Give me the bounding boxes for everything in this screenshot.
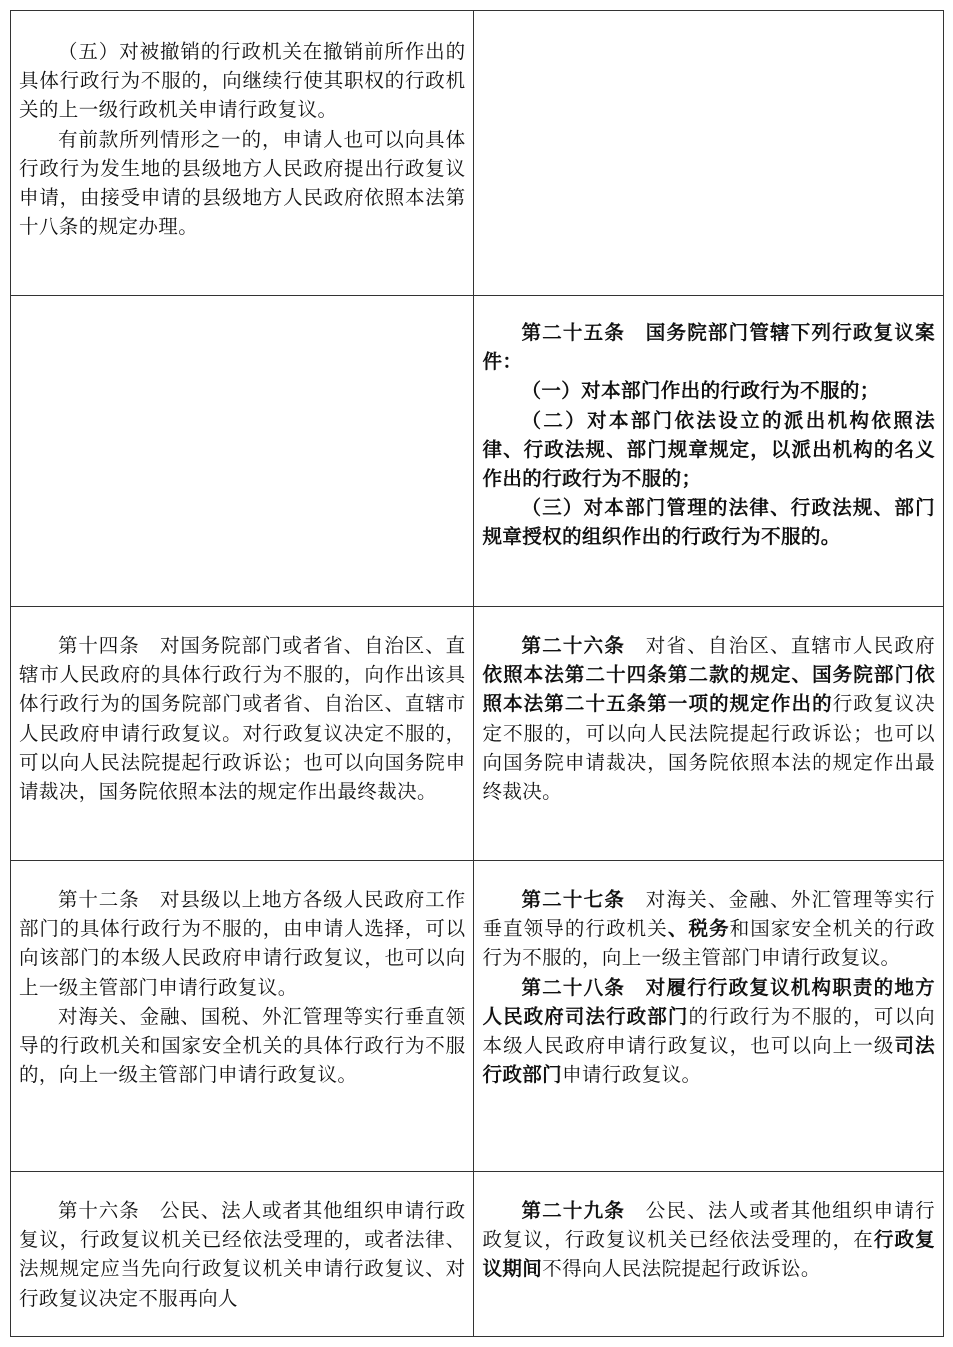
article-text: 不得向人民法院提起行政诉讼。 [542,1257,821,1281]
article-27-new [482,885,935,973]
article-text: 对海关、金融、外汇管理等实行垂直领导的行政机关 [482,888,935,941]
article-text: 对省、自治区、直辖市人民政府 [625,634,935,657]
article-26-new [482,631,935,806]
article-28-new [482,973,935,1090]
new-text-cell [474,11,944,296]
amended-text: 、税务 [667,917,730,941]
article-12-old: 第十二条 对县级以上地方各级人民政府工作部门的具体行政行为不服的，由申请人选择，可以向该部门的本级人民政府申请行政复议，也可以向上一级主管部门申请行政复议。 [19,888,466,999]
new-text-cell [474,1172,944,1337]
article-25-item-2: （二）对本部门依法设立的派出机构依照法律、行政法规、部门规章规定，以派出机构的名义作出的行政行为不服的； [482,408,935,491]
old-text-cell [11,1172,474,1337]
article-25-item-1: （一）对本部门作出的行政行为不服的； [521,379,880,403]
article-12-old-para-2: 对海关、金融、国税、外汇管理等实行垂直领导的行政机关和国家安全机关的具体行政行为不服的，向上一级主管部门申请行政复议。 [19,1004,466,1087]
old-paragraph: 有前款所列情形之一的，申请人也可以向具体行政行为发生地的县级地方人民政府提出行政复议申请，由接受申请的县级地方人民政府依照本法第十八条的规定办理。 [19,127,466,239]
table-row [11,861,944,1172]
article-number: 第二十九条 [521,1199,626,1222]
article-text: 和国家安全机关的行政行为不服的，向上一级主管部门申请行政复议。 [482,917,935,970]
article-text: 申请行政复议。 [562,1063,702,1087]
table-row [11,607,944,861]
old-text-cell [11,296,474,607]
amended-text: 第二十八条 对履行行政复议机构职责的地方人民政府司法行政部门 [482,975,935,1028]
law-comparison-table [10,10,944,1337]
article-number: 第二十七条 [521,888,626,911]
amended-text: 行政复议期间 [482,1228,935,1281]
table-row [11,11,944,296]
article-25-heading: 第二十五条 国务院部门管辖下列行政复议案件： [482,321,935,374]
article-text: 行政复议决定不服的，可以向人民法院提起行政诉讼；也可以向国务院申请裁决，国务院依照本法的规定作出最终裁决。 [482,692,935,804]
amended-text: 司法行政部门 [482,1034,935,1087]
old-text-cell [11,861,474,1172]
article-text: 公民、法人或者其他组织申请行政复议，行政复议机关已经依法受理的，在 [482,1199,935,1252]
old-text-cell [11,607,474,861]
article-14-old: 第十四条 对国务院部门或者省、自治区、直辖市人民政府的具体行政行为不服的，向作出该具体行政行为的国务院部门或者省、自治区、直辖市人民政府申请行政复议。对行政复议决定不服的，可以向人民法院提起行政诉讼；也可以向国务院申请裁决，国务院依照本法的规定作出最终裁决。 [19,634,466,804]
article-text: 的行政行为不服的，可以向本级人民政府申请行政复议，也可以向上一级 [482,1004,935,1058]
old-text-cell [11,11,474,296]
article-number: 第二十六条 [521,634,626,657]
article-29-new [482,1196,935,1284]
table-row [11,1172,944,1337]
article-16-old: 第十六条 公民、法人或者其他组织申请行政复议，行政复议机关已经依法受理的，或者法律、法规规定应当先向行政复议机关申请行政复议、对行政复议决定不服再向人 [19,1199,466,1310]
old-paragraph: （五）对被撤销的行政机关在撤销前所作出的具体行政行为不服的，向继续行使其职权的行政机关的上一级行政机关申请行政复议。 [19,40,466,122]
amended-text: 依照本法第二十四条第二款的规定、国务院部门依照本法第二十五条第一项的规定作出的 [482,663,935,716]
new-text-cell [474,296,944,607]
article-25-item-3: （三）对本部门管理的法律、行政法规、部门规章授权的组织作出的行政行为不服的。 [482,496,935,549]
new-text-cell [474,607,944,861]
new-text-cell [474,861,944,1172]
table-row [11,296,944,607]
